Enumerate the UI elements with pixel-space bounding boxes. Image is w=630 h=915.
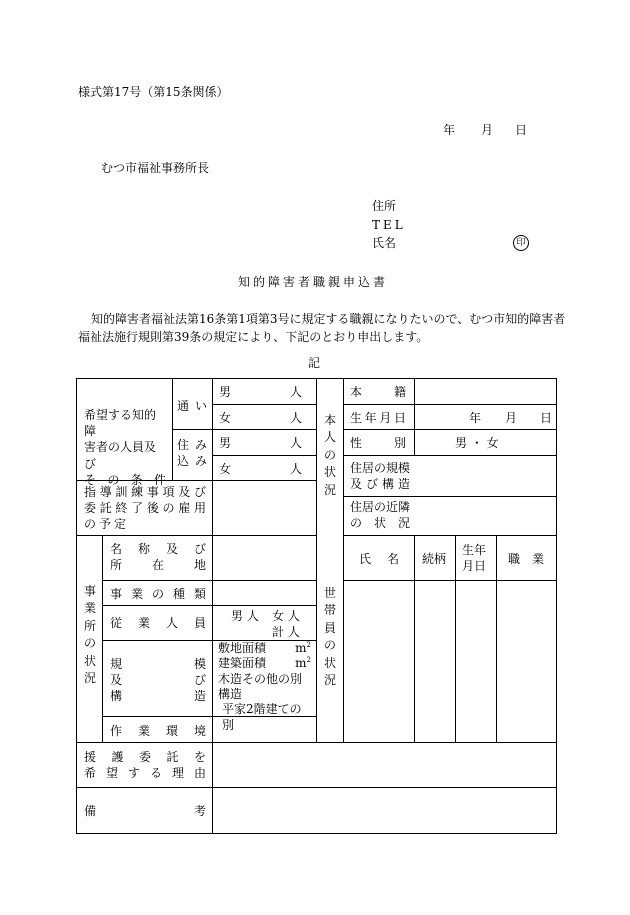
applicant-name-label: 氏名 (372, 236, 397, 250)
birthdate-label: 生年月日 (350, 411, 406, 425)
commute-label: 通い (177, 399, 207, 413)
date-year-label: 年 (443, 123, 456, 137)
reason-label: 援護委託を 希望する理由 (84, 750, 206, 781)
commute-female-label: 女 (219, 411, 232, 425)
wish-label: 希望する知的障 害者の人員及び その条件 (84, 408, 166, 487)
body-text-line-1: 知的障害者福祉法第16条第1項第3号に規定する職親になりたいので、むつ市知的障害者 (91, 312, 566, 326)
remarks-label-right: 考 (194, 804, 207, 818)
ki-label: 記 (308, 356, 321, 370)
commute-female-unit: 人 (290, 411, 303, 425)
applicant-tel-label: TEL (372, 218, 406, 232)
name-location-label: 名称及び 所在地 (110, 542, 206, 573)
employees-label: 従業人員 (110, 616, 206, 630)
date-month-label: 月 (481, 123, 494, 137)
remarks-label-left: 備 (84, 804, 97, 818)
commute-male-unit: 人 (290, 385, 303, 399)
work-environment-label: 作業環境 (110, 724, 206, 738)
business-type-label: 事業の種類 (110, 587, 206, 601)
date-day-label: 日 (515, 123, 528, 137)
addressee: むつ市福祉事務所長 (101, 161, 210, 175)
document-title: 知的障害者職親申込書 (238, 275, 389, 289)
birth-year-label: 年 (469, 411, 482, 425)
office-status-label: 事 業 所 の 状 況 (83, 584, 96, 685)
honseki-label: 本籍 (350, 385, 406, 399)
employees-female: 女 人 (272, 609, 300, 623)
employees-total: 計 人 (272, 625, 300, 639)
live-in-label: 住み 込み (177, 438, 207, 469)
commute-male-label: 男 (219, 385, 232, 399)
livein-male-unit: 人 (290, 436, 303, 450)
household-col-relation: 続柄 (422, 552, 447, 566)
livein-female-label: 女 (219, 462, 232, 476)
household-col-job: 職業 (508, 552, 544, 566)
form-number: 様式第17号（第15条関係） (78, 85, 229, 99)
body-text-line-2: 福祉法施行規則第39条の規定により、下記のとおり申出します。 (78, 330, 429, 344)
applicant-address-label: 住所 (372, 199, 397, 213)
sex-value: 男 ・ 女 (455, 436, 499, 450)
seal-icon: 印 (513, 235, 529, 251)
employees-male: 男 人 (231, 609, 259, 623)
sex-label: 性別 (350, 436, 406, 450)
household-col-birth: 生年 月日 (462, 543, 487, 574)
scale-details: 敷地面積 $m^2$ 建築面積 $m^2$ 木造その他の別 構造 平家2階建ての別 (218, 641, 311, 732)
training-label: 指導訓練事項及び 委託終了後の雇用 の予定 (84, 485, 206, 532)
birth-month-label: 月 (505, 411, 518, 425)
livein-male-label: 男 (219, 436, 232, 450)
self-status-label: 本 人 の 状 況 (323, 413, 336, 497)
scale-label: 規模 及び 構造 (110, 657, 206, 704)
household-status-label: 世 帯 員 の 状 況 (323, 586, 336, 687)
residence-scale-label: 住居の規模 及び構造 (350, 461, 411, 492)
birth-day-label: 日 (540, 411, 553, 425)
household-col-name: 氏名 (359, 552, 399, 566)
livein-female-unit: 人 (290, 462, 303, 476)
neighborhood-label: 住居の近隣 の状況 (350, 500, 411, 531)
